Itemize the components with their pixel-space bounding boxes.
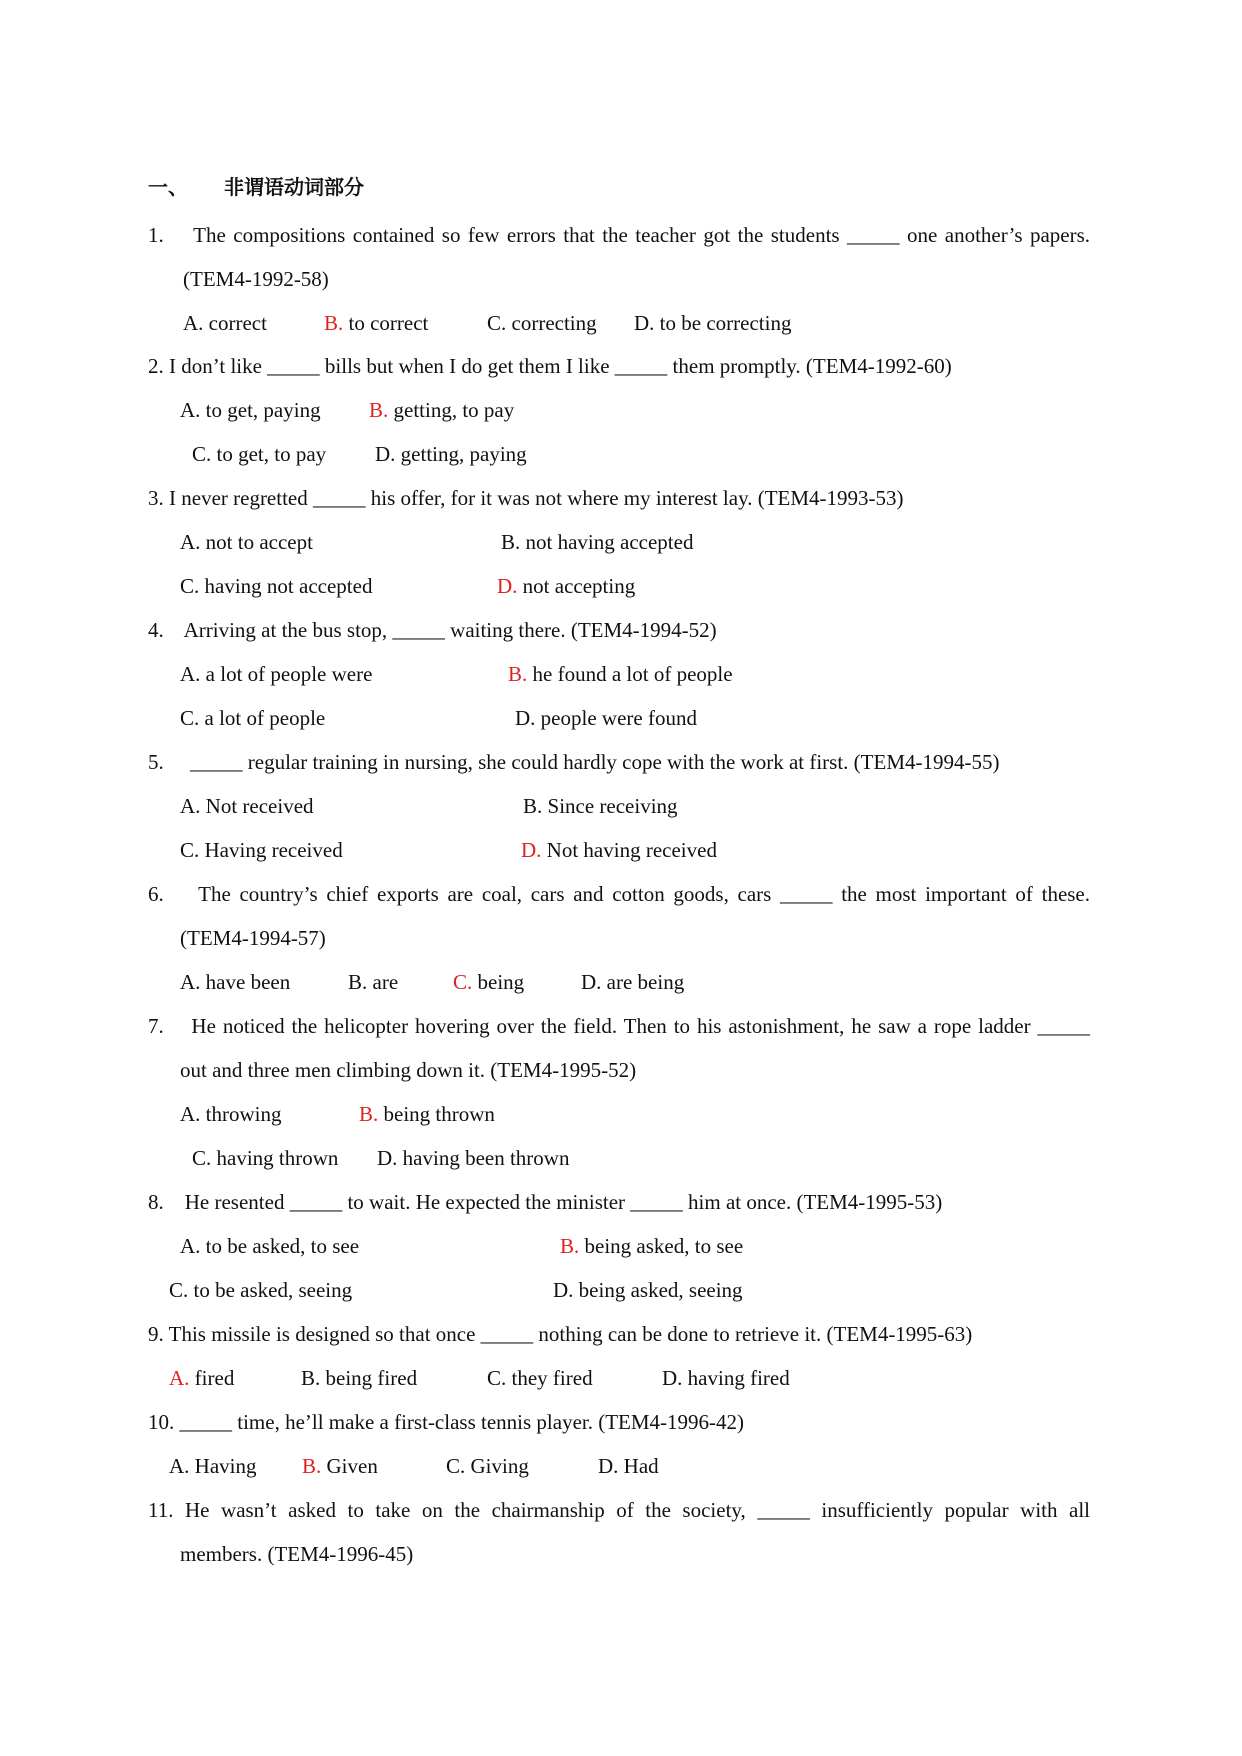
option-b: B. being asked, to see	[560, 1234, 744, 1258]
question-stem-continued: out and three men climbing down it. (TEM4-1995-52)	[180, 1058, 637, 1082]
option-d: D. having been thrown	[377, 1146, 570, 1170]
option-c: C. a lot of people	[180, 706, 326, 730]
option-b: B. Given	[302, 1454, 378, 1478]
question-stem: 7. He noticed the helicopter hovering over the field. Then to his astonishment, he saw a rope ladder _____	[148, 1014, 1091, 1038]
question-source: (TEM4-1992-58)	[183, 267, 329, 291]
question-stem: 3. I never regretted _____ his offer, for it was not where my interest lay. (TEM4-1993-53)	[148, 486, 904, 510]
option-c: C. having thrown	[192, 1146, 339, 1170]
option-a: A. fired	[169, 1366, 235, 1390]
option-a: A. Not received	[180, 794, 314, 818]
option-b: B. being thrown	[359, 1102, 495, 1126]
question-stem: 9. This missile is designed so that once _____ nothing can be done to retrieve it. (TEM4-1995-63)	[148, 1322, 973, 1346]
option-b: B. Since receiving	[523, 794, 678, 818]
option-d: D. Not having received	[521, 838, 717, 862]
option-a: A. throwing	[180, 1102, 282, 1126]
question-source: (TEM4-1994-57)	[180, 926, 326, 950]
option-d: D. Had	[598, 1454, 659, 1478]
option-d: D. having fired	[662, 1366, 790, 1390]
option-c: C. being	[453, 970, 525, 994]
option-c: C. Giving	[446, 1454, 529, 1478]
option-a: A. not to accept	[180, 530, 313, 554]
option-d: D. are being	[581, 970, 685, 994]
option-c: C. correcting	[487, 311, 597, 335]
question-stem-continued: members. (TEM4-1996-45)	[180, 1542, 414, 1566]
option-a: A. have been	[180, 970, 291, 994]
section-heading	[148, 174, 364, 200]
question-stem: 2. I don’t like _____ bills but when I do get them I like _____ them promptly. (TEM4-1992-60)	[148, 354, 952, 378]
question-stem: 1. The compositions contained so few errors that the teacher got the students _____ one another’s papers.	[148, 223, 1091, 247]
option-d: D. not accepting	[497, 574, 636, 598]
option-c: C. to get, to pay	[192, 442, 327, 466]
question-stem: 11. He wasn’t asked to take on the chairmanship of the society, _____ insufficiently popular with all	[148, 1498, 1090, 1522]
question-stem: 10. _____ time, he’ll make a first-class tennis player. (TEM4-1996-42)	[148, 1410, 745, 1434]
option-b: B. he found a lot of people	[508, 662, 733, 686]
question-stem: 8. He resented _____ to wait. He expected the minister _____ him at once. (TEM4-1995-53)	[148, 1190, 943, 1214]
question-stem: 6. The country’s chief exports are coal, cars and cotton goods, cars _____ the most important of these.	[148, 882, 1091, 906]
question-stem: 4. Arriving at the bus stop, _____ waiting there. (TEM4-1994-52)	[148, 618, 717, 642]
option-c: C. to be asked, seeing	[169, 1278, 353, 1302]
option-a: A. Having	[169, 1454, 257, 1478]
option-d: D. to be correcting	[634, 311, 792, 335]
option-a: A. to be asked, to see	[180, 1234, 360, 1258]
option-a: A. to get, paying	[180, 398, 321, 422]
option-b: B. are	[348, 970, 399, 994]
option-d: D. being asked, seeing	[553, 1278, 743, 1302]
section-number: 一、	[148, 175, 188, 199]
option-c: C. they fired	[487, 1366, 593, 1390]
option-d: D. getting, paying	[375, 442, 527, 466]
question-stem: 5. _____ regular training in nursing, she could hardly cope with the work at first. (TEM4-1994-55)	[148, 750, 1000, 774]
option-b: B. not having accepted	[501, 530, 694, 554]
section-title: 非谓语动词部分	[224, 175, 364, 199]
option-c: C. Having received	[180, 838, 343, 862]
option-a: A. a lot of people were	[180, 662, 373, 686]
option-b: B. getting, to pay	[369, 398, 515, 422]
option-a: A. correct	[183, 311, 267, 335]
option-b: B. being fired	[301, 1366, 418, 1390]
option-c: C. having not accepted	[180, 574, 373, 598]
option-b: B. to correct	[324, 311, 429, 335]
option-d: D. people were found	[515, 706, 697, 730]
